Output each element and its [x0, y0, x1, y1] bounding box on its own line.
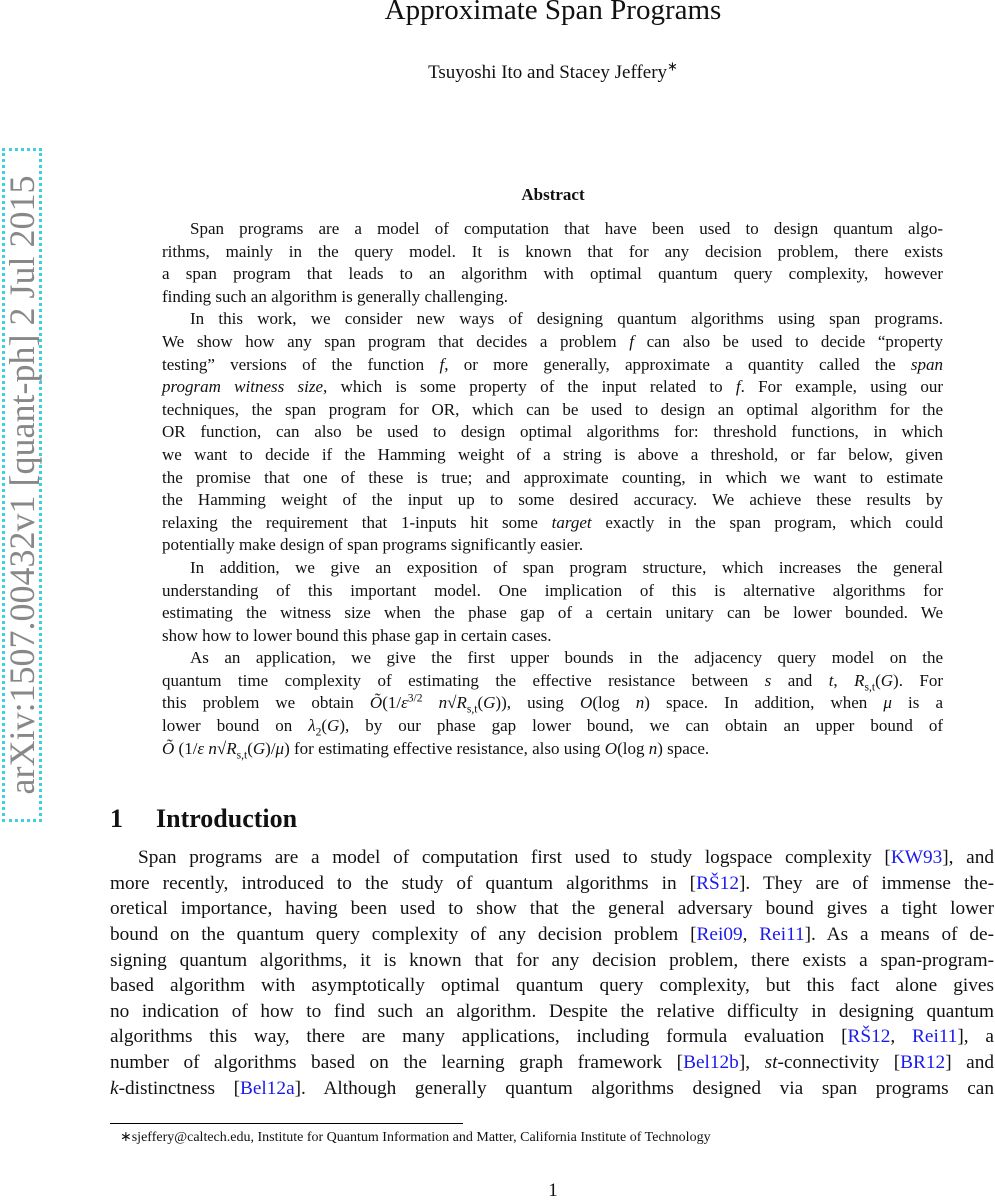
intro-line	[110, 871, 994, 897]
emphasis-text: n	[635, 693, 645, 713]
section-title: Introduction	[156, 804, 298, 833]
text-run: √	[447, 693, 457, 713]
text-run: techniques, the span program for OR, which can be used to design an optimal algorithm for the	[162, 399, 943, 419]
abstract-line	[162, 331, 943, 354]
intro-line	[110, 896, 994, 922]
text-run: more recently, introduced to the study of quantum algorithms in [	[110, 872, 697, 894]
emphasis-text: G	[483, 693, 496, 713]
text-run: (	[875, 670, 881, 690]
text-run: (1/	[174, 738, 198, 758]
emphasis-text: μ	[275, 738, 285, 758]
text-run: relaxing the requirement that 1-inputs hit some	[162, 512, 552, 532]
text-run: ). For	[893, 670, 944, 690]
abstract-line	[162, 241, 943, 264]
emphasis-text: O	[604, 738, 618, 758]
footnote-mark: ∗	[667, 58, 678, 74]
abstract-line	[162, 444, 943, 467]
abstract-line	[162, 421, 943, 444]
text-run: and	[771, 670, 829, 690]
footnote: ∗sjeffery@caltech.edu, Institute for Quantum Information and Matter, California Institute of Technology	[120, 1130, 711, 1145]
arxiv-stamp	[2, 148, 42, 822]
text-run: ) space. In addition, when	[644, 693, 884, 713]
abstract-line	[162, 602, 943, 625]
text-run: no indication of how to find such an algorithm. Despite the relative difficulty in designing quantum	[110, 1000, 994, 1022]
citation-link[interactable]: Bel12b	[683, 1052, 739, 1074]
emphasis-text: k	[110, 1077, 119, 1099]
subscript: s,t	[864, 680, 876, 694]
emphasis-text: target	[551, 512, 592, 532]
text-run: (	[477, 693, 484, 713]
emphasis-text: n	[208, 738, 217, 758]
text-run: (1/	[382, 693, 402, 713]
abstract-line	[162, 647, 943, 670]
text-run: (log	[617, 738, 649, 758]
intro-line	[110, 948, 994, 974]
emphasis-text: f	[735, 377, 741, 397]
text-run: signing quantum algorithms, it is known that for any decision problem, there exists a span-program-	[110, 949, 994, 971]
paper-title: Approximate Span Programs	[384, 0, 722, 26]
text-run: OR function, can also be used to design optimal algorithms for: threshold functions, in which	[162, 422, 943, 442]
citation-link[interactable]: Bel12a	[240, 1077, 295, 1099]
citation-link[interactable]: Rei11	[759, 923, 805, 945]
intro-line	[110, 1024, 994, 1050]
text-run: algorithms this way, there are many applications, including formula evaluation [	[110, 1026, 848, 1048]
emphasis-text: G	[252, 738, 266, 758]
emphasis-text: G	[327, 716, 340, 736]
abstract-line	[162, 286, 943, 309]
authors	[0, 58, 995, 84]
introduction-body	[110, 845, 994, 1101]
abstract-line	[162, 376, 943, 399]
intro-line	[110, 999, 994, 1025]
emphasis-text: λ	[308, 716, 316, 736]
text-run: exactly in the span program, which could	[591, 512, 944, 532]
text-run: lower bound on	[162, 716, 309, 736]
emphasis-text: s	[764, 670, 772, 690]
text-run: . For example, using our	[740, 377, 944, 397]
citation-link[interactable]: BR12	[900, 1052, 946, 1074]
text-run: )), using	[495, 693, 581, 713]
section-heading	[110, 804, 297, 834]
intro-line	[110, 973, 994, 999]
emphasis-text: Õ	[162, 738, 175, 758]
abstract-line	[162, 670, 943, 693]
superscript: 3/2	[407, 691, 423, 705]
abstract-line	[162, 218, 943, 241]
text-run: We show how any span program that decides a problem	[162, 331, 630, 351]
subscript: 2	[315, 725, 322, 739]
text-run: finding such an algorithm is generally challenging.	[162, 286, 509, 306]
section-number: 1	[110, 804, 123, 833]
abstract-line	[162, 625, 943, 648]
abstract-body	[162, 218, 943, 760]
emphasis-text: Õ	[369, 693, 383, 713]
intro-line	[110, 922, 994, 948]
text-run: ]. They are of immense the-	[738, 872, 994, 894]
text-run: Span programs are a model of computation that have been used to design quantum algo-	[190, 219, 943, 238]
abstract-line	[162, 467, 943, 490]
text-run: ) space.	[657, 738, 710, 758]
emphasis-text: μ	[883, 693, 892, 713]
text-run: estimating the witness size when the phase gap of a certain unitary can be lower bounded. We	[162, 603, 943, 623]
emphasis-text: n	[648, 738, 658, 758]
arxiv-stamp-text: arXiv:1507.00432v1 [quant-ph] 2 Jul 2015	[2, 175, 42, 795]
text-run: As an application, we give the first upper bounds in the adjacency query model on the	[190, 648, 943, 668]
text-run: In this work, we consider new ways of designing quantum algorithms using span programs.	[190, 309, 943, 329]
citation-link[interactable]: RŠ12	[847, 1026, 891, 1048]
emphasis-text: R	[456, 693, 467, 713]
abstract-line	[162, 399, 943, 422]
text-run: rithms, mainly in the query model. It is known that for any decision problem, there exists	[162, 241, 943, 261]
abstract-line	[162, 512, 943, 535]
emphasis-text: t	[828, 670, 834, 690]
text-run: this problem we obtain	[162, 693, 370, 713]
text-run: ], a	[957, 1026, 994, 1048]
emphasis-text: R	[226, 738, 237, 758]
text-run: potentially make design of span programs significantly easier.	[162, 535, 584, 555]
text-run: ) for estimating effective resistance, also using	[284, 738, 605, 758]
text-run: )/	[265, 738, 276, 758]
text-run: a span program that leads to an algorithm with optimal quantum query complexity, however	[162, 264, 943, 284]
text-run: Span programs are a model of computation first used to study logspace complexity [	[138, 847, 891, 868]
subscript: s,t	[466, 702, 478, 716]
text-run: ] and	[945, 1052, 994, 1074]
text-run: the promise that one of these is true; and approximate counting, in which we want to estimate	[162, 467, 943, 487]
abstract-line	[162, 354, 943, 377]
text-run: based algorithm with asymptotically optimal quantum query complexity, but this fact alone gives	[110, 975, 994, 997]
abstract-line	[162, 308, 943, 331]
intro-line	[110, 845, 994, 871]
citation-link[interactable]: Rei11	[912, 1026, 958, 1048]
abstract-heading: Abstract	[521, 185, 585, 204]
text-run: -connectivity [	[777, 1052, 901, 1074]
text-run: ,	[833, 670, 855, 690]
text-run: (	[247, 738, 253, 758]
author-names: Tsuyoshi Ito and Stacey Jeffery	[428, 62, 668, 83]
emphasis-text: ε	[401, 693, 408, 713]
emphasis-text: span	[910, 354, 944, 374]
text-run: ], and	[942, 847, 994, 868]
abstract-line	[162, 557, 943, 580]
subscript: s,t	[236, 748, 248, 762]
emphasis-text: G	[880, 670, 894, 690]
citation-link[interactable]: Rei09	[696, 923, 743, 945]
citation-link[interactable]: KW93	[890, 847, 943, 868]
emphasis-text: st	[764, 1052, 778, 1074]
abstract-line	[162, 715, 943, 738]
abstract-line	[162, 534, 943, 557]
text-run: ]. Although generally quantum algorithms designed via span programs can	[294, 1077, 994, 1099]
text-run: , or more generally, approximate a quantity called the	[444, 354, 911, 374]
text-run: ,	[742, 923, 760, 945]
emphasis-text: ε	[197, 738, 205, 758]
text-run: , which is some property of the input related to	[323, 377, 736, 397]
text-run: ],	[738, 1052, 765, 1074]
emphasis-text: f	[629, 331, 634, 351]
text-run: number of algorithms based on the learning graph framework [	[110, 1052, 684, 1074]
text-run: In addition, we give an exposition of span program structure, which increases the general	[190, 557, 943, 577]
text-run: oretical importance, having been used to show that the general adversary bound gives a tight lower	[110, 898, 994, 920]
text-run: ,	[890, 1026, 913, 1048]
emphasis-text: R	[854, 670, 865, 690]
emphasis-text: O	[580, 693, 593, 713]
intro-line	[110, 1076, 994, 1102]
emphasis-text: f	[439, 354, 445, 374]
abstract-line	[162, 580, 943, 603]
text-run	[423, 693, 439, 712]
text-run: understanding of this important model. One implication of this is alternative algorithms for	[162, 580, 943, 600]
page-number: 1	[548, 1180, 558, 1201]
text-run: we want to decide if the Hamming weight of a string is above a threshold, or far below, given	[162, 444, 943, 464]
text-run: ]. As a means of de-	[804, 923, 995, 945]
text-run: is a	[891, 693, 943, 713]
intro-line	[110, 1050, 994, 1076]
abstract-line	[162, 263, 943, 286]
citation-link[interactable]: RŠ12	[696, 872, 739, 894]
emphasis-text: program witness size	[162, 377, 324, 397]
text-run: -distinctness [	[118, 1077, 241, 1099]
text-run: testing” versions of the function	[162, 354, 440, 374]
abstract-line	[162, 738, 943, 761]
text-run: show how to lower bound this phase gap in certain cases.	[162, 625, 552, 645]
emphasis-text: n	[438, 693, 448, 713]
abstract-line	[162, 692, 943, 715]
text-run: the Hamming weight of the input up to some desired accuracy. We achieve these results by	[162, 490, 943, 510]
text-run: can also be used to decide “property	[633, 331, 943, 351]
footnote-rule	[110, 1123, 463, 1124]
text-run: (	[321, 716, 328, 736]
text-run: √	[216, 738, 227, 758]
text-run: bound on the quantum query complexity of any decision problem [	[110, 923, 697, 945]
text-run: ), by our phase gap lower bound, we can obtain an upper bound of	[339, 716, 943, 736]
abstract-line	[162, 489, 943, 512]
text-run: (log	[592, 693, 636, 713]
text-run: quantum time complexity of estimating the effective resistance between	[162, 670, 765, 690]
